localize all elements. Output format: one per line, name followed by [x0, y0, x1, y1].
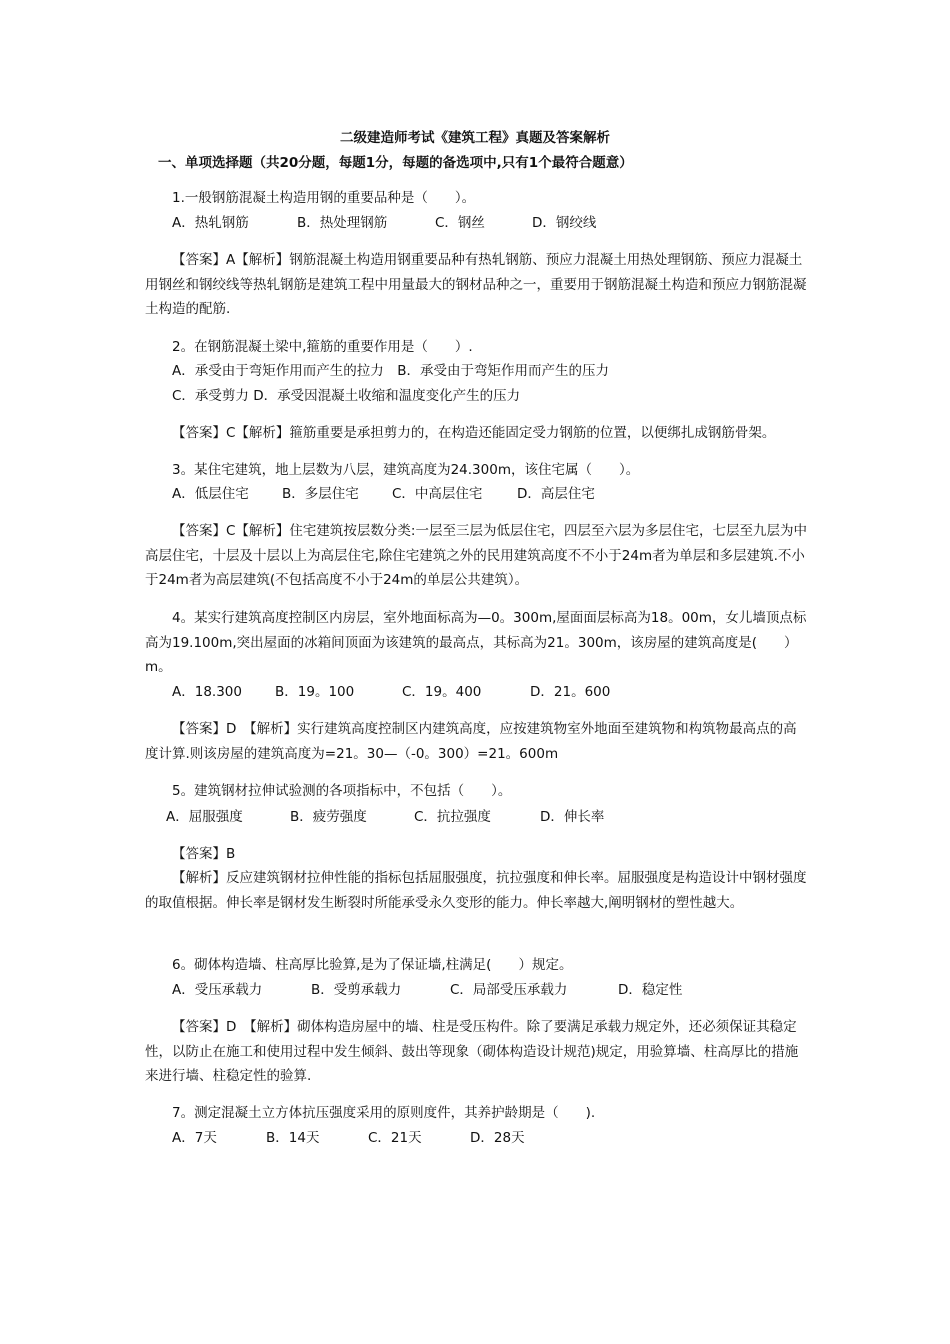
option-b: B．多层住宅	[282, 486, 359, 502]
question-2: 2。在钢筋混凝土梁中,箍筋的重要作用是（ ）.	[172, 339, 473, 355]
option-c: C．21天	[368, 1130, 422, 1146]
question-2-options-line-1: A．承受由于弯矩作用而产生的拉力 B．承受由于弯矩作用而产生的压力	[172, 363, 609, 379]
question-3: 3。某住宅建筑，地上层数为八层，建筑高度为24.300m，该住宅属（ ）。	[172, 462, 640, 478]
option-b: B．热处理钢筋	[297, 215, 388, 231]
answer-6: 【答案】D 【解析】砌体构造房屋中的墙、柱是受压构件。除了要满足承载力规定外，还必须保证其稳定性，以防止在施工和使用过程中发生倾斜、鼓出等现象（砌体构造设计规范)规定，用验算墙、柱高厚比的措施来进行墙、柱稳定性的验算.	[145, 1019, 799, 1084]
option-c: C．局部受压承载力	[450, 982, 568, 998]
answer-4: 【答案】D 【解析】实行建筑高度控制区内建筑高度，应按建筑物室外地面至建筑物和构筑物最高点的高度计算.则该房屋的建筑高度为=21。30—（-0。300）=21。600m	[145, 721, 797, 762]
page-title: 二级建造师考试《建筑工程》真题及答案解析	[340, 130, 610, 146]
question-1-options	[172, 211, 596, 236]
option-d: D．28天	[470, 1130, 525, 1146]
question-4: 4。某实行建筑高度控制区内房层，室外地面标高为—0。300m,屋面面层标高为18。00m，女儿墙顶点标高为19.100m,突出屋面的冰箱间顶面为该建筑的最高点，其标高为21。300m，该房屋的建筑高度是( ）m。	[145, 610, 807, 675]
section-heading: 一、单项选择题（共20分题，每题1分，每题的备选项中,只有1个最符合题意）	[158, 155, 633, 171]
option-b: B．19。100	[275, 684, 355, 700]
option-d: D．伸长率	[540, 809, 605, 825]
option-b: B．受剪承载力	[311, 982, 402, 998]
option-d: D．钢绞线	[532, 215, 597, 231]
question-1: 1.一般钢筋混凝土构造用钢的重要品种是（ ）。	[172, 190, 476, 206]
answer-1: 【答案】A【解析】钢筋混凝土构造用钢重要品种有热轧钢筋、预应力混凝土用热处理钢筋、预应力混凝土用钢丝和钢绞线等热轧钢筋是建筑工程中用量最大的钢材品种之一，重要用于钢筋混凝土构造和预应力钢筋混凝土构造的配筋.	[145, 252, 807, 317]
option-a: A．18.300	[172, 684, 242, 700]
option-d: D．21。600	[530, 684, 611, 700]
option-b: B．14天	[266, 1130, 320, 1146]
option-d: D．稳定性	[618, 982, 683, 998]
question-3-options	[172, 482, 595, 507]
question-5-options	[166, 805, 604, 830]
answer-5-head: 【答案】B	[172, 846, 236, 862]
question-2-options-line-2: C．承受剪力 D．承受因混凝土收缩和温度变化产生的压力	[172, 388, 521, 404]
answer-2: 【答案】C【解析】箍筋重要是承担剪力的，在构造还能固定受力钢筋的位置，以便绑扎成钢筋骨架。	[172, 425, 776, 441]
option-c: C．中高层住宅	[392, 486, 483, 502]
option-c: C．钢丝	[435, 215, 485, 231]
question-7: 7。测定混凝土立方体抗压强度采用的原则度件，其养护龄期是（ ).	[172, 1105, 596, 1121]
option-a: A．受压承载力	[172, 982, 263, 998]
question-7-options	[172, 1126, 525, 1151]
option-a: A．热轧钢筋	[172, 215, 249, 231]
option-d: D．高层住宅	[517, 486, 595, 502]
option-a: A．屈服强度	[166, 809, 243, 825]
option-b: B．疲劳强度	[290, 809, 367, 825]
question-6: 6。砌体构造墙、柱高厚比验算,是为了保证墙,柱满足( ）规定。	[172, 957, 573, 973]
question-4-options	[172, 680, 610, 705]
question-5: 5。建筑钢材拉伸试验测的各项指标中，不包括（ ）。	[172, 783, 512, 799]
answer-3: 【答案】C【解析】住宅建筑按层数分类:一层至三层为低层住宅，四层至六层为多层住宅，七层至九层为中高层住宅，十层及十层以上为高层住宅,除住宅建筑之外的民用建筑高度不不小于24m者为单层和多层建筑.不小于24m者为高层建筑(不包括高度不小于24m的单层公共建筑）。	[145, 523, 807, 588]
option-c: C．19。400	[402, 684, 482, 700]
answer-5: 【解析】反应建筑钢材拉伸性能的指标包括屈服强度，抗拉强度和伸长率。屈服强度是构造设计中钢材强度的取值根据。伸长率是钢材发生断裂时所能承受永久变形的能力。伸长率越大,阐明钢材的塑性越大。	[145, 870, 807, 911]
question-6-options	[172, 978, 682, 1003]
option-a: A．7天	[172, 1130, 217, 1146]
option-a: A．低层住宅	[172, 486, 249, 502]
option-c: C．抗拉强度	[414, 809, 491, 825]
